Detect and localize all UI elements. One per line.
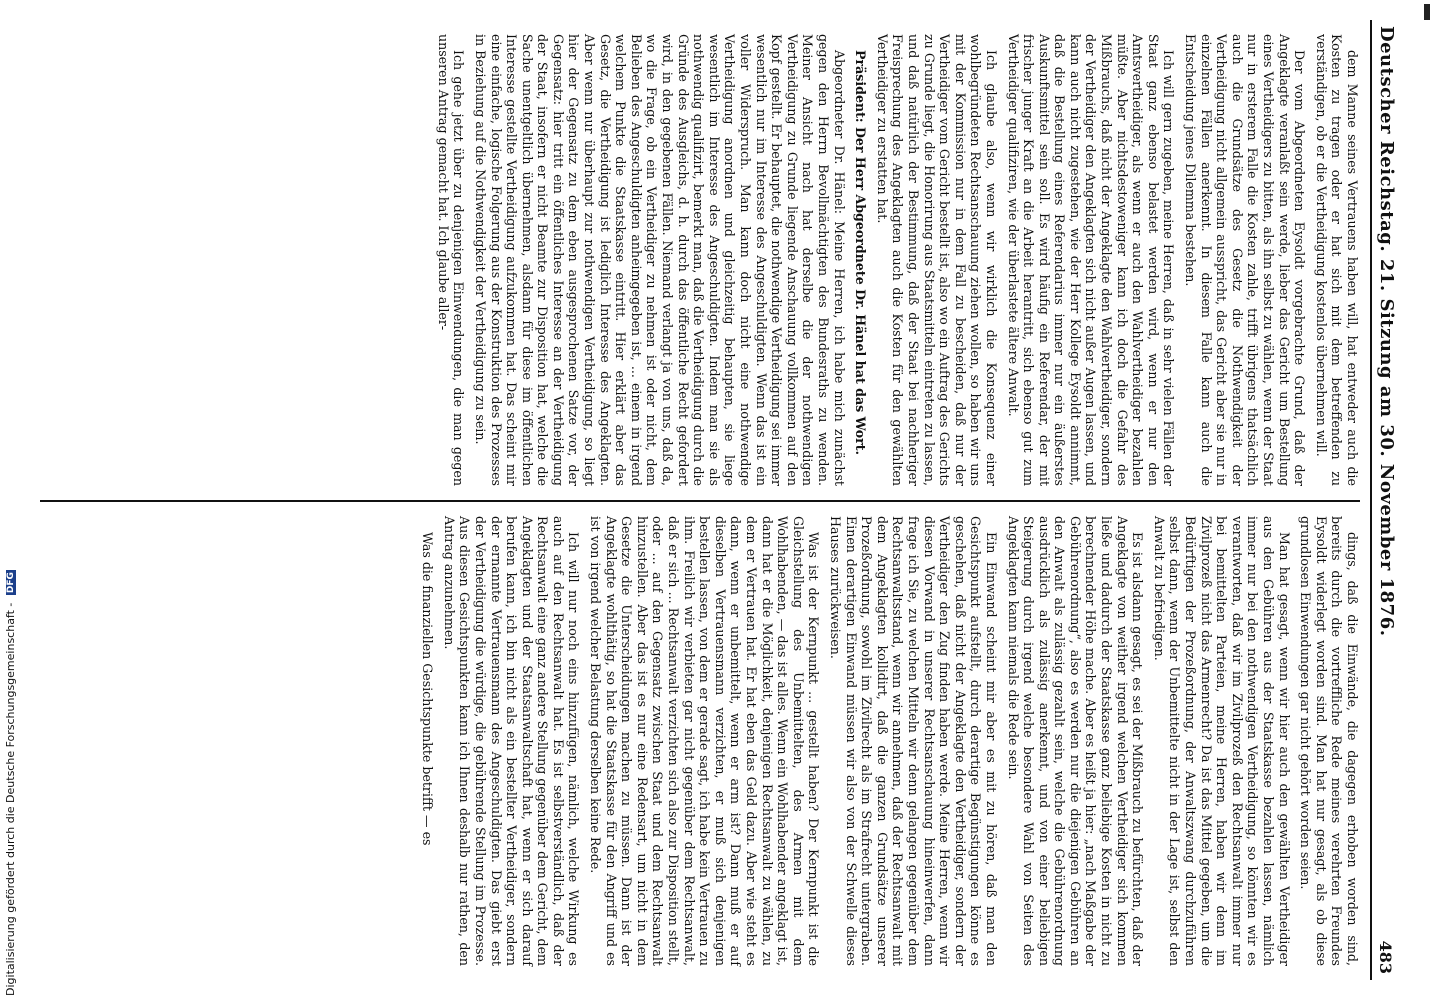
paragraph: Man hat gesagt, wenn wir hier auch den gewählten Vertheidiger aus den Gebühren aus der Staatskasse bezahlen lassen, nämlich immer nur bei den nothwendigen Vertheidigung, so könnten wir es verantworten, daß wir im Zivilprozeß den Rechtsanwalt immer nur bei bemittelten Parteien, meine Herren, haben wir denn im Zivilprozeß nicht das Armenrecht? Da ist das Mittel gegeben, um die Bedürftigen der Prozeßordnung, der Anwaltszwang durchzuführen selbst dann, wenn der Unbemittelte nicht in der Lage ist, selbst den Anwalt zu befriedigen. bbox=[1151, 516, 1292, 966]
paragraph: Ich will nur noch eins hinzufügen, nämlich, welche Wirkung es auch auf den Rechtsanwalt hat. Es ist selbstverständlich, daß der Rechtsanwalt eine ganz andere Stellung gegenüber dem Gericht, dem Angeklagten und der Staatsanwaltschaft hat, wenn er sich darauf berufen kann, ich bin nicht als ein bestellter Vertheidiger, sondern der ernannte Vertrauensmann des Angeschuldigten. Das giebt erst der Vertheidigung die würdige, die gebührende Stellung im Prozesse. Aus diesen Gesichtspunkten kann ich Ihnen deshalb nur rathen, den Antrag anzunehmen. bbox=[441, 516, 582, 966]
paragraph: dings, daß die Einwände, die dagegen erhoben worden sind, bereits durch die vortreffliche Rede meines verehrten Freundes Eysoldt widerlegt worden sind. Man hat nur gesagt, als ob diese grundlosen Einwendungen gar nicht gehört worden seien. bbox=[1298, 516, 1360, 966]
speaker-paragraph: Präsident: Der Herr Abgeordnete Dr. Hänel hat das Wort. bbox=[853, 50, 869, 455]
paragraph: dem Manne seines Vertrauens haben will, hat entweder auch die Kosten zu tragen oder er hat sich mit dem betreffenden zu verständigen, ob er die Vertheidigung kostenlos übernehmen will. bbox=[1313, 34, 1360, 486]
dfg-logo: DFG bbox=[6, 572, 16, 594]
digitization-footer bbox=[4, 572, 20, 996]
column-right bbox=[40, 500, 1360, 980]
rotated-page-content bbox=[30, 20, 1410, 980]
column-left bbox=[40, 20, 1360, 500]
page-number: 483 bbox=[1376, 940, 1395, 974]
paragraph: Der vom Abgeordneten Eysoldt vorgebrachte Grund, daß der Angeklagte veranlaßt sein werde, lieber das Gericht um Bestellung eines Vertheidigers zu bitten, als ihn selbst zu wählen, wenn der Staat nur in ersterem Falle die Kosten zahle, trifft übrigens thatsächlich auch die Grundsätze des Gesetz die Nothwendigkeit der Vertheidigung nicht allgemein ausspricht, das Gericht aber sie nur in einzelnen Fällen anerkennt. In diesem Falle kann auch die Entscheidung jenes Dilemma bestehen. bbox=[1183, 34, 1308, 486]
text-columns bbox=[40, 20, 1360, 980]
paragraph: Ich gehe jetzt über zu denjenigen Einwendungen, die man gegen unseren Antrag gemacht hat. Ich glaube aller- bbox=[435, 34, 467, 486]
paragraph: Ich glaube also, wenn wir wirklich die Konsequenz einer wohlbegründeten Rechtsanschauung ziehen wollen, so haben wir uns mit der Kommission nur in dem Fall zu bescheiden, daß nur der Vertheidiger vom Gericht bestellt ist, also wo ein Auftrag des Gerichts zu Grunde liegt, die Honorirung aus Staatsmitteln eintreten zu lassen, und daß natürlich der Bestimmung, daß der Staat bei nachheriger Freisprechung des Angeklagten auch die Kosten für den gewählten Vertheidiger zu erstatten hat. bbox=[874, 34, 999, 486]
paragraph: Was die finanziellen Gesichtspunkte betrifft — es bbox=[420, 532, 436, 846]
scan-mark bbox=[1424, 4, 1430, 20]
page-header bbox=[1370, 20, 1410, 980]
footer-text-wrapper bbox=[4, 570, 17, 996]
running-title: Deutscher Reichstag. 21. Sitzung am 30. November 1876. bbox=[1376, 26, 1397, 637]
paragraph: Ich will gern zugeben, meine Herren, daß in sehr vielen Fällen der Staat ganz ebenso belastet werden wird, wenn er nur den Amtsvertheidiger, als wenn er auch den Wahlvertheidiger bezahlen müßte. Aber nichtsdestoweniger kann ich doch die Gefahr des Mißbrauchs, daß nicht der Angeklagte den Wahlvertheidiger, sondern der Vertheidiger den Angeklagten sich nicht außer Augen lassen, und kann auch nicht zugestehen, wie der Herr Kollege Eysoldt annimmt, daß die Bestellung eines Referendarius immer nur ein äußerstes Auskunftsmittel sein soll. Es wird häufig ein Referendar, der mit frischer junger Kraft an die Arbeit herantritt, sich ebenso gut zum Vertheidiger qualifiziren, wie der überlastete ältere Anwalt. bbox=[1005, 34, 1177, 486]
paragraph: Ein Einwand scheint mir aber es mit zu hören, daß man den Gesichtspunkt aufstellt, durch derartige Begünstigungen könne es geschehen, daß nicht der Angeklagte den Vertheidiger, sondern der Vertheidiger den Zug finden haben werde. Meine Herren, wenn wir diesen Vorwand in unserer Rechtsanschauung hineinwerfen, dann frage ich Sie, zu welchen Mitteln wir denn gelangen gegenüber dem Rechtsanwaltsstand, wenn wir annehmen, daß der Rechtsanwalt mit dem Angeklagten kollidirt, daß die ganzen Grundsätze unserer Prozeßordnung, sowohl im Zivilrecht als im Strafrecht untergraben. Einen derartigen Einwand müssen wir also von der Schwelle dieses Hauses zurückweisen. bbox=[828, 516, 999, 966]
paragraph: Abgeordneter Dr. Hänel: Meine Herren, ich habe mich zunächst gegen den Herrn Bevollmächtigten des Bundesraths zu wenden. Meiner Ansicht nach hat derselbe die der nothwendigen Vertheidigung zu Grunde liegende Anschauung vollkommen auf den Kopf gestellt. Er behauptet, die nothwendige Vertheidigung sei immer wesentlich nur im Interesse des Angeschuldigten. Wenn das ist ein voller Widerspruch. Man kann doch nicht eine nothwendige Vertheidigung anordnen und gleichzeitig behaupten, sie liege wesentlich im Interesse des Angeschuldigten. Indem man sie als nothwendig qualifizirt, bemerkt man, daß die Vertheidigung durch die Gründe des Ausgleichs, d. h. durch das öffentliche Recht gefordert wird, in den gegebenen Fällen. Niemand verlangt ja von uns, daß da, wo die Frage, ob ein Vertheidiger zu nehmen ist oder nicht, dem Belieben des Angeschuldigten anheimgegeben ist, ... einem in irgend welchem Punkte die Staatskasse eintritt. Hier erklärt aber das Gesetz, die Vertheidigung ist lediglich Interesse des Angeklagten. Aber wenn nur überhaupt zur nothwendigen Vertheidigung, so liegt hier der Gegensatz zu dem eben ausgesprochenen Satze vor, der Gegensatz: hier tritt ein öffentliches Interesse an der Vertheidigung der Staat, insofern er nicht Beamte zur Disposition hat, welche die Sache unentgeltlich übernehmen, alsdann für diese im öffentlichen Interesse gestellte Vertheidigung aufzukommen hat. Das scheint mir eine einfache, logische Folgerung aus der Konstruktion des Prozesses in Beziehung auf die Nothwendigkeit der Vertheidigung zu sein. bbox=[472, 34, 847, 486]
paragraph: Was ist der Kernpunkt ... gestellt haben? Der Kernpunkt ist die Gleichstellung des Unbemittelten, des Armen mit dem Wohlhabenden, — das ist alles. Wenn ein Wohlhabender angeklagt ist, dann hat er die Möglichkeit, denjenigen Rechtsanwalt zu wählen, zu dem er Vertrauen hat. Er hat eben das Geld dazu. Aber wie steht es dann, wenn er unbemittelt, wenn er arm ist? Dann muß er auf dieselben Vertrauensmann verzichten, er muß sich denjenigen bestellen lassen, von dem er gerade sagt, ich habe kein Vertrauen zu ihm. Freilich wir verbieten gar nicht gegenüber dem Rechtsanwalt, daß er sich ... Rechtsanwalt verzichten sich also zur Disposition stellt, oder ... auf den Gegensatz zwischen Staat und dem Rechtsanwalt hinzustellen. Aber das ist es nur eine Redensart, um nicht in dem Gesetze die Unterscheidungen machen zu müssen. Dann ist der Angeklagte wohlthätig, so hat die Staatskasse für den Angriff und es ist von irgend welcher Belastung derselben keine Rede. bbox=[588, 516, 822, 966]
paragraph: Es ist alsdann gesagt, es sei der Mißbrauch zu befürchten, daß der Angeklagte von weither irgend welchen Vertheidiger sich kommen ließe und dadurch der Staatskasse ganz beliebige Kosten in nicht zu berechnender Höhe mache. Aber es heißt ja hier: „nach Maßgabe der Gebührenordnung“, also es werden nur die diejenigen Gebühren an den Anwalt als zulässig gezahlt sein, welche die Gebührenordnung ausdrücklich als zulässig anerkennt, und von einer beliebigen Steigerung durch irgend welche besondere Wahl von Seiten des Angeklagten kann niemals die Rede sein. bbox=[1005, 516, 1146, 966]
footer-credit-text: Digitalisierung gefördert durch die Deutsche Forschungsgemeinschaft - bbox=[4, 602, 17, 996]
